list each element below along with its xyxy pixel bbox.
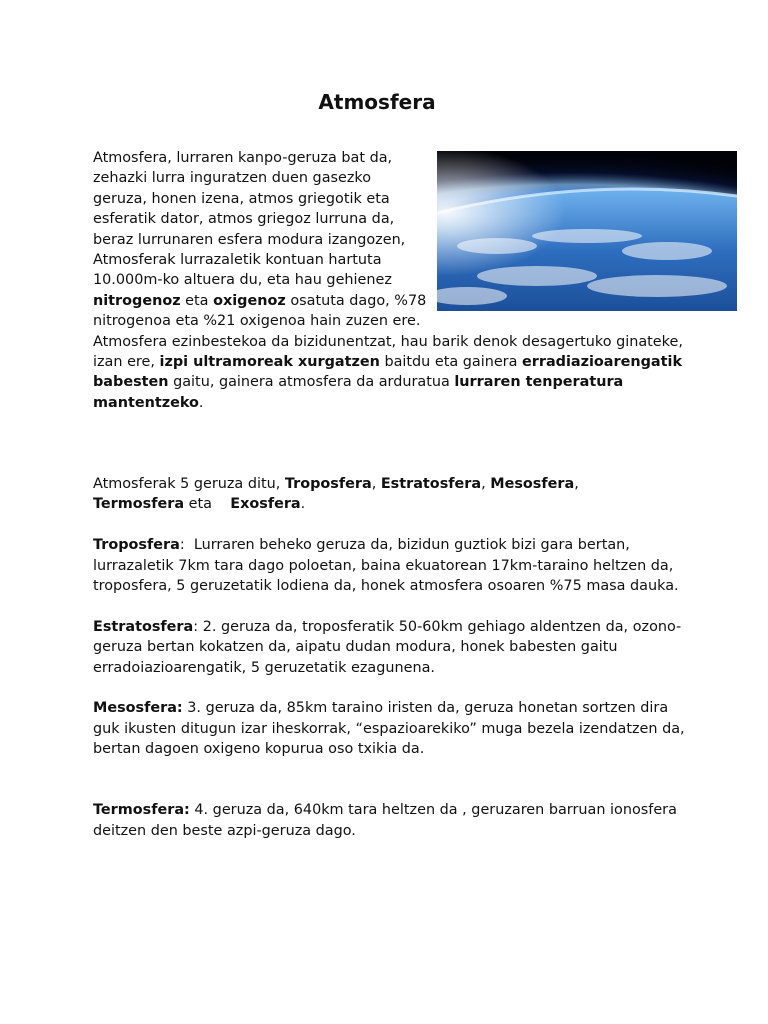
document-title: Atmosfera [318,90,436,114]
layer-mesosfera: Mesosfera: 3. geruza da, 85km taraino iristen da, geruza honetan sortzen dira guk ikusten ditugun izar iheskorrak, “espazioarekiko” muga bezela izendatzen da, bertan dagoen oxigeno kopurua oso txikia da. [93,700,685,758]
earth-atmosphere-image [437,151,737,311]
layer-troposfera: Troposfera: Lurraren beheko geruza da, bizidun guztiok bizi gara bertan, lurrazaletik 7km tara dago poloetan, baina ekuatorean 17km-taraino heltzen da, troposfera, 5 geruzetatik lodiena da, honek atmosfera osoaren %75 masa dauka. [93,537,679,595]
layers-summary: Atmosferak 5 geruza ditu, Troposfera, Estratosfera, Mesosfera, Termosfera eta Exosfera. [93,476,579,513]
layer-estratosfera: Estratosfera: 2. geruza da, troposferatik 50-60km gehiago aldentzen da, ozono-geruza bertan kokatzen da, aipatu dudan modura, honek babesten gaitu erradoiazioarengatik, 5 geruzetatik ezagunena. [93,618,682,676]
layer-termosfera: Termosfera: 4. geruza da, 640km tara heltzen da , geruzaren barruan ionosfera deitzen den beste azpi-geruza dago. [93,802,677,839]
intro-section [93,148,689,413]
intro-paragraph: Atmosfera, lurraren kanpo-geruza bat da, zehazki lurra inguratzen duen gasezko geruza, honen izena, atmos griegotik eta esferatik dator, atmos griegoz lurruna da, beraz lurrunaren esfera modura izangozen, Atmosferak lurrazaletik kontuan hartuta 10.000m-ko altuera du, eta hau gehienez nitrogenoz eta oxigenoz osatuta dago, %78 nitrogenoa eta %21 oxigenoa hain zuzen ere. Atmosfera ezinbestekoa da bizidunentzat, hau barik denok desagertuko ginateke, izan ere, izpi ultramoreak xurgatzen baitdu eta gainera erradiazioarengatik babesten gaitu, gainera atmosfera da arduratua lurraren tenperatura mantentzeko. [93,150,683,411]
layers-section [93,474,689,862]
